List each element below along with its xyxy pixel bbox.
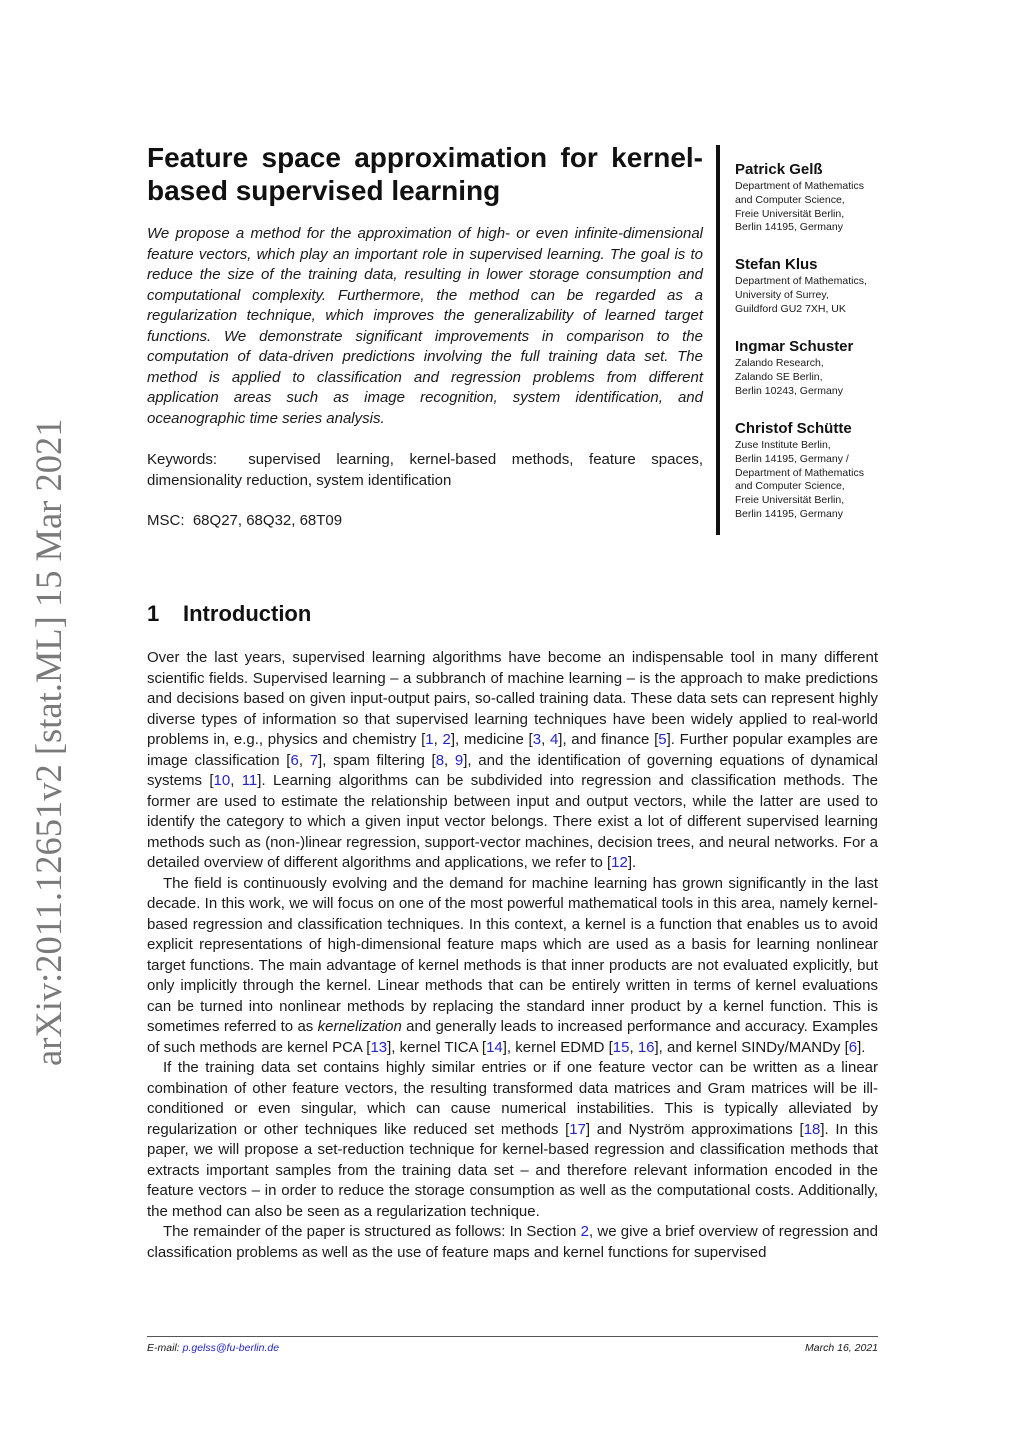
author-affiliation-line: Berlin 10243, Germany bbox=[735, 384, 843, 397]
citation-link[interactable]: 12 bbox=[611, 854, 628, 871]
citation-link[interactable]: 4 bbox=[549, 731, 559, 748]
citation-link[interactable]: 7 bbox=[309, 751, 319, 769]
citation-link[interactable]: 10 bbox=[213, 772, 231, 789]
author-affiliation-line: Freie Universität Berlin, bbox=[735, 494, 845, 507]
footer-email bbox=[147, 1342, 279, 1354]
citation-link[interactable]: 8 bbox=[435, 751, 445, 769]
text-run: ], medicine [ bbox=[450, 731, 533, 748]
text-run: ], and finance [ bbox=[558, 731, 659, 748]
citation-link[interactable]: 2 bbox=[442, 731, 451, 748]
text-run: , bbox=[629, 1038, 638, 1056]
emphasized-term: kernelization bbox=[317, 1018, 402, 1035]
citation-link[interactable]: 6 bbox=[848, 1038, 858, 1056]
author-affiliation-line: Zalando SE Berlin, bbox=[735, 370, 823, 383]
keywords-text: supervised learning, kernel-based methods, feature spaces, dimensionality reduction, system identification bbox=[147, 451, 703, 489]
citation-link[interactable]: 3 bbox=[532, 731, 542, 748]
citation-link[interactable]: 1 bbox=[425, 731, 434, 748]
author-affiliation-line: Department of Mathematics bbox=[735, 180, 864, 192]
section-number: 1 bbox=[147, 601, 160, 626]
author-name: Patrick Gelß bbox=[735, 161, 823, 178]
email-link[interactable]: p.gelss@fu-berlin.de bbox=[182, 1342, 280, 1354]
text-run: and generally leads to increased performance and accuracy. Examples of such methods are kernel PCA [ bbox=[147, 1018, 879, 1056]
author-affiliation-line: Zalando Research, bbox=[735, 357, 824, 369]
section-heading-introduction bbox=[147, 600, 311, 628]
author-name: Ingmar Schuster bbox=[735, 338, 854, 355]
text-run: , bbox=[433, 731, 443, 748]
author-block bbox=[735, 420, 895, 522]
author-name: Stefan Klus bbox=[735, 256, 818, 273]
text-run: ]. Learning algorithms can be subdivided into regression and classification methods. The former are used to estimate the relationship between input and output vectors, while the latter are used to identify the category to which a given input vector belongs. There exist a lot of different supervised learning methods such as (non-)linear regression, support-vector machines, decision trees, and neural networks. For a detailed overview of different algorithms and applications, we refer to [ bbox=[147, 772, 878, 871]
text-run: ]. bbox=[627, 854, 637, 871]
text-run: ]. In this paper, we will propose a set-reduction technique for kernel-based regression and classification methods that extracts important samples from the training data set – and therefore relevant information encoded in the feature vectors – in order to reduce the storage consumption as well as the computational costs. Additionally, the method can also be seen as a regularization technique. bbox=[147, 1120, 878, 1220]
citation-link[interactable]: 14 bbox=[486, 1038, 503, 1056]
msc-codes bbox=[147, 511, 703, 532]
keywords-label: Keywords: bbox=[147, 451, 218, 468]
author-affiliation-line: Berlin 14195, Germany / bbox=[735, 452, 849, 465]
text-run: , bbox=[230, 772, 242, 789]
citation-link[interactable]: 6 bbox=[290, 751, 299, 769]
citation-link[interactable]: 17 bbox=[569, 1120, 586, 1138]
author-block bbox=[735, 161, 895, 235]
author-affiliation-line: Berlin 14195, Germany bbox=[735, 221, 843, 234]
citation-link[interactable]: 15 bbox=[612, 1038, 630, 1056]
citation-link[interactable]: 5 bbox=[658, 731, 667, 748]
text-run: If the training data set contains highly similar entries or if one feature vector can be written as a linear combination of other feature vectors, the resulting transformed data matrices and Gram matrices will be ill-conditioned or even singular, which can cause numerical instabilities. This is typically alleviated by regularization or other techniques like reduced set methods [ bbox=[147, 1059, 878, 1138]
text-run: ], and the identification of governing equations of dynamical systems [ bbox=[147, 751, 878, 789]
author-affiliation-line: and Computer Science, bbox=[735, 480, 845, 493]
citation-link[interactable]: 13 bbox=[370, 1038, 388, 1056]
author-affiliation-line: Guildford GU2 7XH, UK bbox=[735, 302, 846, 315]
text-run: ], and kernel SINDy/MANDy [ bbox=[654, 1038, 849, 1056]
author-affiliation-line: and Computer Science, bbox=[735, 193, 845, 206]
text-run: ]. Further popular examples are image classification [ bbox=[147, 731, 878, 769]
footer-rule bbox=[147, 1336, 878, 1337]
text-run: , bbox=[444, 751, 455, 769]
body-paragraph bbox=[147, 1222, 878, 1263]
author-affiliation-line: Berlin 14195, Germany bbox=[735, 507, 843, 520]
msc-text: 68Q27, 68Q32, 68T09 bbox=[192, 512, 343, 529]
introduction-body bbox=[147, 648, 878, 1263]
footer-date: March 16, 2021 bbox=[805, 1342, 878, 1354]
author-affiliation-line: University of Surrey, bbox=[735, 288, 829, 301]
author-column-rule bbox=[716, 145, 720, 535]
author-block bbox=[735, 256, 895, 316]
text-run: The field is continuously evolving and the demand for machine learning has grown significantly in the last decade. In this work, we will focus on one of the most powerful mathematical tools in this area, namely kernel-based regression and classification techniques. In this context, a kernel is a function that enables us to avoid explicit representations of high-dimensional feature maps which are used as a basis for learning nonlinear target functions. The main advantage of kernel methods is that inner products are not evaluated explicitly, but only implicitly through the kernel. Linear methods that can be entirely written in terms of kernel evaluations can be turned into nonlinear methods by replacing the standard inner product by a kernel function. This is sometimes referred to as bbox=[147, 874, 878, 1035]
author-affiliation-line: Zuse Institute Berlin, bbox=[735, 439, 831, 451]
author-affiliation-line: Freie Universität Berlin, bbox=[735, 207, 845, 220]
author-affiliation-line: Department of Mathematics bbox=[735, 466, 864, 479]
citation-link[interactable]: 2 bbox=[580, 1223, 589, 1240]
citation-link[interactable]: 16 bbox=[637, 1038, 655, 1056]
text-run: ], kernel TICA [ bbox=[387, 1038, 487, 1056]
abstract: We propose a method for the approximation of high- or even infinite-dimensional feature vectors, which play an important role in supervised learning. The goal is to reduce the size of the training data, resulting in lower storage consumption and computational complexity. Furthermore, the method can be regarded as a regularization technique, which improves the generalizability of learned target functions. We demonstrate significant improvements in comparison to the computation of data-driven predictions involving the full training data set. The method is applied to classification and regression problems from different application areas such as image recognition, system identification, and oceanographic time series analysis. bbox=[147, 225, 703, 427]
citation-link[interactable]: 11 bbox=[241, 772, 258, 789]
email-label: E-mail: bbox=[147, 1342, 180, 1354]
body-paragraph bbox=[147, 874, 878, 1059]
text-run: ], kernel EDMD [ bbox=[502, 1038, 613, 1056]
author-affiliation-line: Department of Mathematics, bbox=[735, 275, 867, 287]
paper-title: Feature space approximation for kernel-based supervised learning bbox=[147, 142, 703, 206]
citation-link[interactable]: 9 bbox=[454, 751, 464, 769]
text-run: , bbox=[541, 731, 550, 748]
arxiv-identifier-stamp: arXiv:2011.12651v2 [stat.ML] 15 Mar 2021 bbox=[28, 418, 69, 1066]
text-run: ] and Nyström approximations [ bbox=[585, 1120, 804, 1138]
text-run: The remainder of the paper is structured as follows: In Section bbox=[163, 1223, 581, 1240]
text-run: ], spam filtering [ bbox=[318, 751, 436, 769]
section-title: Introduction bbox=[183, 601, 312, 626]
keywords bbox=[147, 450, 703, 491]
text-run: , bbox=[298, 751, 310, 769]
body-paragraph bbox=[147, 648, 878, 874]
author-name: Christof Schütte bbox=[735, 420, 852, 437]
citation-link[interactable]: 18 bbox=[803, 1120, 821, 1138]
author-block bbox=[735, 338, 895, 398]
text-run: , we give a brief overview of regression and classification problems as well as the use of feature maps and kernel functions for supervised bbox=[147, 1223, 878, 1261]
text-run: Over the last years, supervised learning algorithms have become an indispensable tool in many different scientific fields. Supervised learning – a subbranch of machine learning – is the approach to make predictions and decisions based on given input-output pairs, so-called training data. These data sets can represent highly diverse types of information so that supervised learning techniques have been widely applied to real-world problems in, e.g., physics and chemistry [ bbox=[147, 649, 878, 748]
body-paragraph bbox=[147, 1058, 878, 1222]
msc-label: MSC: bbox=[147, 512, 185, 529]
text-run: ]. bbox=[857, 1038, 866, 1056]
